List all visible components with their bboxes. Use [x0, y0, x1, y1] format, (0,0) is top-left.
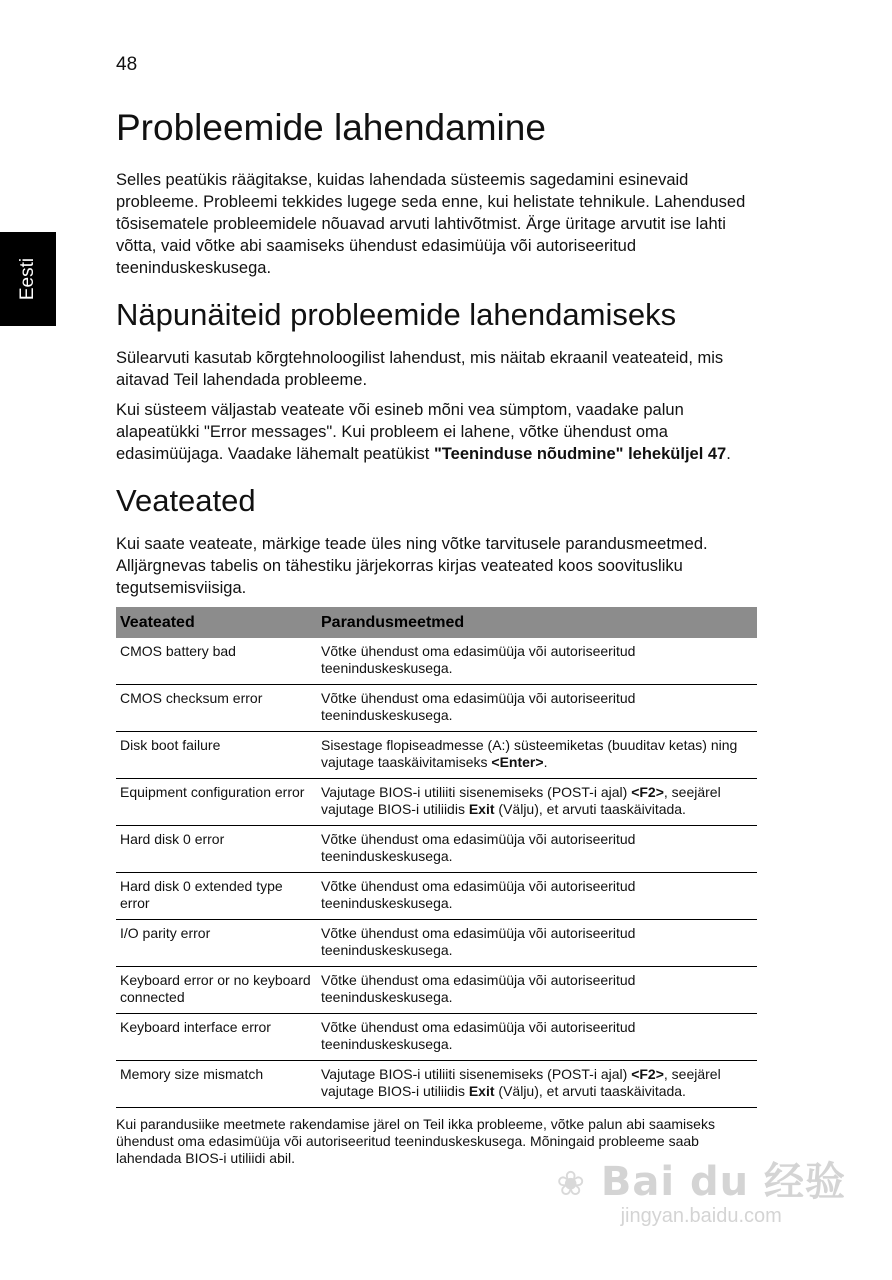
- table-row: [116, 967, 757, 1014]
- error-cell: Keyboard error or no keyboard connected: [116, 967, 317, 1014]
- tips-section: [116, 295, 761, 465]
- watermark-url: jingyan.baidu.com: [620, 1205, 782, 1227]
- errors-heading: Veateated: [116, 483, 256, 518]
- fix-text: Vajutage BIOS-i utiliiti sisenemiseks (POST-i ajal): [321, 784, 632, 800]
- table-row: [116, 779, 757, 826]
- fix-cell: Võtke ühendust oma edasimüüja või autoriseeritud teeninduskeskusega.: [317, 1014, 757, 1061]
- key-label: <F2>: [631, 1066, 664, 1082]
- page-title: Probleemide lahendamine: [116, 107, 546, 148]
- error-cell: Memory size mismatch: [116, 1061, 317, 1108]
- tips-heading: Näpunäiteid probleemide lahendamiseks: [116, 297, 677, 332]
- table-row: [116, 685, 757, 732]
- fix-cell: Võtke ühendust oma edasimüüja või autoriseeritud teeninduskeskusega.: [317, 685, 757, 732]
- side-tab-label: Eesti: [17, 257, 38, 301]
- fix-text: Vajutage BIOS-i utiliiti sisenemiseks (POST-i ajal): [321, 1066, 632, 1082]
- fix-text-end: (Välju), et arvuti taaskäivitada.: [494, 1083, 686, 1099]
- fix-text: Sisestage flopiseadmesse (A:) süsteemiketas (buuditav ketas) ning vajutage taaskäivitamiseks: [321, 737, 738, 770]
- error-messages-table: [116, 607, 757, 1108]
- fix-cell: Võtke ühendust oma edasimüüja või autoriseeritud teeninduskeskusega.: [317, 967, 757, 1014]
- errors-intro: Kui saate veateate, märkige teade üles ning võtke tarvitusele parandusmeetmed. Alljärgnevas tabelis on tähestiku järjekorras kirjas veateated koos soovitusliku tegutsemisviisiga.: [116, 535, 708, 597]
- service-reference-link[interactable]: "Teeninduse nõudmine" leheküljel 47: [433, 445, 727, 463]
- menu-label: Exit: [468, 801, 495, 817]
- error-cell: Hard disk 0 extended type error: [116, 873, 317, 920]
- key-label: <F2>: [631, 784, 664, 800]
- table-row: [116, 826, 757, 873]
- fix-text: , seejärel vajutage BIOS-i utiliidis: [321, 1066, 721, 1099]
- error-cell: Disk boot failure: [116, 732, 317, 779]
- error-cell: Hard disk 0 error: [116, 826, 317, 873]
- table-row: [116, 1014, 757, 1061]
- fix-cell: [317, 732, 757, 779]
- footer-note: Kui parandusiike meetmete rakendamise järel on Teil ikka probleeme, võtke palun abi saamiseks ühendust oma edasimüüja või autoriseeritud teeninduskeskusega. Mõningaid probleeme saab lahendada BIOS-i utiliidi abil.: [116, 1116, 715, 1166]
- fix-cell: Võtke ühendust oma edasimüüja või autoriseeritud teeninduskeskusega.: [317, 873, 757, 920]
- watermark-logo-text: Bai du 经验: [600, 1159, 846, 1205]
- fix-text: , seejärel vajutage BIOS-i utiliidis: [321, 784, 721, 817]
- table-row: [116, 638, 757, 685]
- error-cell: CMOS checksum error: [116, 685, 317, 732]
- table-header-row: [116, 607, 757, 638]
- error-cell: Keyboard interface error: [116, 1014, 317, 1061]
- language-side-tab: [0, 232, 56, 326]
- key-label: <Enter>: [491, 754, 544, 770]
- fix-cell: [317, 779, 757, 826]
- error-cell: Equipment configuration error: [116, 779, 317, 826]
- column-header-errors: Veateated: [116, 607, 317, 638]
- table-row: [116, 873, 757, 920]
- column-header-fixes: Parandusmeetmed: [317, 607, 757, 638]
- page-content: [116, 104, 761, 1167]
- tips-paragraph-1: Sülearvuti kasutab kõrgtehnoloogilist lahendust, mis näitab ekraanil veateateid, mis aitavad Teil lahendada probleeme.: [116, 349, 724, 389]
- intro-paragraph: Selles peatükis räägitakse, kuidas lahendada süsteemis sagedamini esinevaid probleeme. Probleemi tekkides lugege seda enne, kui helistate tehnikule. Lahendused tõsisematele probleemidele nõuavad arvuti lahtivõtmist. Ärge üritage arvutit ise lahti võtta, vaid võtke abi saamiseks ühendust edasimüüja või autoriseeritud teeninduskeskusega.: [116, 171, 746, 277]
- menu-label: Exit: [468, 1083, 495, 1099]
- error-cell: I/O parity error: [116, 920, 317, 967]
- page-number: 48: [116, 54, 138, 75]
- table-row: [116, 732, 757, 779]
- fix-text-end: (Välju), et arvuti taaskäivitada.: [494, 801, 686, 817]
- tips-paragraph-2: [116, 399, 761, 465]
- baidu-watermark: [556, 1150, 846, 1228]
- error-cell: CMOS battery bad: [116, 638, 317, 685]
- tips-p2-text: Kui süsteem väljastab veateate või esineb mõni vea sümptom, vaadake palun alapeatükki "Error messages". Kui probleem ei lahene, võtke ühendust oma edasimüüjaga. Vaadake lähemalt peatükist: [116, 401, 684, 463]
- table-row: [116, 1061, 757, 1108]
- table-row: [116, 920, 757, 967]
- fix-text-end: .: [543, 754, 548, 770]
- paw-icon: ❀: [556, 1164, 586, 1204]
- fix-cell: Võtke ühendust oma edasimüüja või autoriseeritud teeninduskeskusega.: [317, 638, 757, 685]
- fix-cell: Võtke ühendust oma edasimüüja või autoriseeritud teeninduskeskusega.: [317, 826, 757, 873]
- fix-cell: [317, 1061, 757, 1108]
- fix-cell: Võtke ühendust oma edasimüüja või autoriseeritud teeninduskeskusega.: [317, 920, 757, 967]
- errors-section: [116, 481, 761, 1167]
- watermark-logo: [556, 1150, 846, 1207]
- tips-p2-end: .: [726, 445, 731, 463]
